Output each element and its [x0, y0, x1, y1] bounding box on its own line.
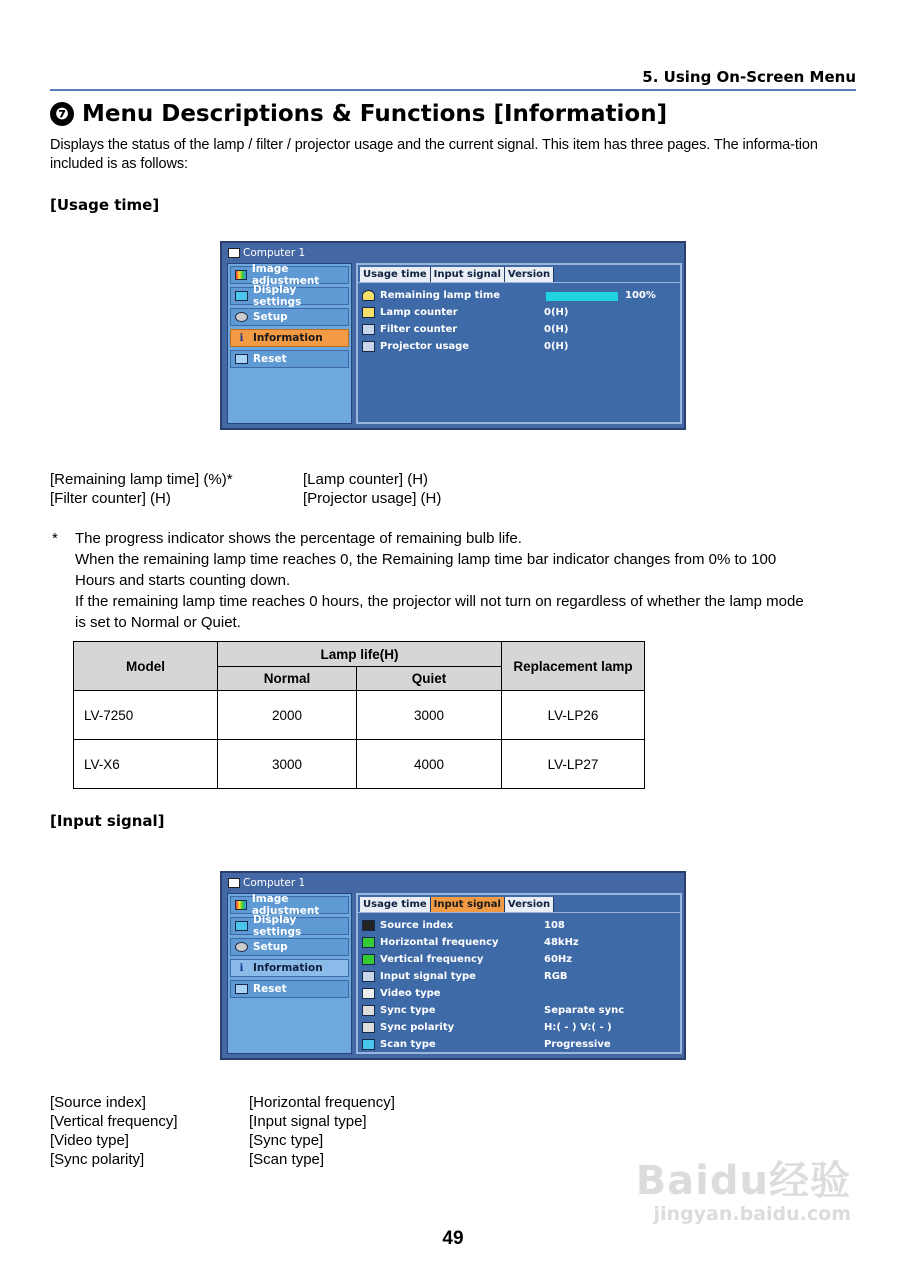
osd-info-panel	[356, 263, 682, 424]
lamp-cell: LV-LP27	[502, 740, 645, 789]
menu-item-image-adjustment[interactable]: Image adjustment	[230, 266, 349, 284]
page-title-text: Menu Descriptions & Functions [Information]	[82, 101, 668, 127]
tab-usage-time[interactable]: Usage time	[360, 267, 431, 282]
row-vertical-frequency: Vertical frequency	[362, 951, 483, 967]
information-icon: i	[239, 962, 244, 974]
osd-menu	[227, 893, 352, 1054]
header-replacement-lamp: Replacement lamp	[502, 642, 645, 691]
lamp-time-bar	[546, 292, 618, 301]
row-horizontal-frequency: Horizontal frequency	[362, 934, 499, 950]
filter-counter-value: 0(H)	[544, 324, 569, 335]
watermark-brand: Baidu经验	[635, 1158, 851, 1204]
row-input-signal-type: Input signal type	[362, 968, 476, 984]
reset-icon	[235, 354, 248, 364]
sync-type-value: Separate sync	[544, 1005, 625, 1016]
info-tabs	[360, 267, 554, 282]
menu-item-setup[interactable]: Setup	[230, 938, 349, 956]
vertical-frequency-icon	[362, 954, 375, 965]
section-number-badge: ❼	[50, 102, 74, 126]
row-source-index: Source index	[362, 917, 453, 933]
input-signal-heading: [Input signal]	[50, 812, 165, 830]
normal-cell: 2000	[218, 691, 357, 740]
tab-version[interactable]: Version	[505, 267, 554, 282]
image-adjustment-icon	[235, 270, 247, 280]
computer-icon	[228, 878, 240, 888]
row-sync-type: Sync type	[362, 1002, 436, 1018]
note-line: The progress indicator shows the percentage of remaining bulb life.	[75, 530, 522, 547]
projector-usage-value: 0(H)	[544, 341, 569, 352]
intro-paragraph: Displays the status of the lamp / filter / projector usage and the current signal. This item has three pages. The informa-tion included is as follows:	[50, 137, 818, 172]
input-item: [Scan type]	[249, 1151, 325, 1168]
display-settings-icon	[235, 291, 248, 301]
image-adjustment-icon	[235, 900, 247, 910]
source-index-value: 108	[544, 920, 565, 931]
horizontal-frequency-value: 48kHz	[544, 937, 579, 948]
menu-item-display-settings[interactable]: Display settings	[230, 287, 349, 305]
menu-item-reset[interactable]: Reset	[230, 350, 349, 368]
note-text	[75, 528, 865, 633]
input-signal-type-icon	[362, 971, 375, 982]
input-item: [Sync polarity]	[50, 1151, 145, 1168]
scan-type-icon	[362, 1039, 375, 1050]
information-icon: i	[239, 332, 244, 344]
table-row	[74, 691, 645, 740]
osd-window-title: Computer 1	[228, 877, 305, 889]
lamp-time-bar-fill	[546, 292, 618, 301]
quiet-cell: 4000	[357, 740, 502, 789]
horizontal-frequency-icon	[362, 937, 375, 948]
watermark-url: jingyan.baidu.com	[653, 1203, 851, 1225]
input-item: [Vertical frequency]	[50, 1113, 178, 1130]
sync-type-icon	[362, 1005, 375, 1016]
normal-cell: 3000	[218, 740, 357, 789]
tab-version[interactable]: Version	[505, 897, 554, 912]
setup-icon	[235, 312, 248, 322]
menu-item-information[interactable]: i Information	[230, 959, 349, 977]
header-model: Model	[74, 642, 218, 691]
row-projector-usage: Projector usage	[362, 338, 469, 354]
menu-item-image-adjustment[interactable]: Image adjustment	[230, 896, 349, 914]
baidu-watermark	[636, 1160, 851, 1226]
lamp-counter-icon	[362, 307, 375, 318]
tab-usage-time[interactable]: Usage time	[360, 897, 431, 912]
tab-input-signal[interactable]: Input signal	[431, 267, 505, 282]
header-normal: Normal	[218, 667, 357, 691]
row-remaining-lamp-time: Remaining lamp time	[362, 287, 500, 303]
tab-divider	[358, 282, 680, 283]
note-line: When the remaining lamp time reaches 0, the Remaining lamp time bar indicator changes from 0% to 100	[75, 551, 777, 568]
usage-item: [Remaining lamp time] (%)*	[50, 471, 233, 488]
row-filter-counter: Filter counter	[362, 321, 457, 337]
row-scan-type: Scan type	[362, 1036, 436, 1052]
usage-time-heading: [Usage time]	[50, 196, 160, 214]
input-signal-type-value: RGB	[544, 971, 568, 982]
quiet-cell: 3000	[357, 691, 502, 740]
note-line: is set to Normal or Quiet.	[75, 614, 241, 631]
menu-item-information[interactable]: i Information	[230, 329, 349, 347]
sync-polarity-value: H:( - ) V:( - )	[544, 1022, 612, 1033]
note-mark: *	[52, 530, 58, 547]
remaining-lamp-time-value: 100%	[625, 290, 656, 301]
table-row	[74, 740, 645, 789]
menu-item-setup[interactable]: Setup	[230, 308, 349, 326]
source-index-icon	[362, 920, 375, 931]
input-item: [Sync type]	[249, 1132, 324, 1149]
filter-icon	[362, 324, 375, 335]
input-item: [Video type]	[50, 1132, 129, 1149]
lamp-counter-value: 0(H)	[544, 307, 569, 318]
scan-type-value: Progressive	[544, 1039, 611, 1050]
lamp-cell: LV-LP26	[502, 691, 645, 740]
lamp-icon	[362, 290, 375, 301]
running-header: 5. Using On-Screen Menu	[642, 68, 856, 86]
input-item: [Source index]	[50, 1094, 146, 1111]
tab-divider	[358, 912, 680, 913]
osd-window-title: Computer 1	[228, 247, 305, 259]
input-item: [Horizontal frequency]	[249, 1094, 395, 1111]
page-title	[50, 101, 667, 127]
info-tabs	[360, 897, 554, 912]
header-quiet: Quiet	[357, 667, 502, 691]
menu-item-display-settings[interactable]: Display settings	[230, 917, 349, 935]
tab-input-signal[interactable]: Input signal	[431, 897, 505, 912]
menu-item-reset[interactable]: Reset	[230, 980, 349, 998]
page-number: 49	[442, 1228, 464, 1249]
computer-icon	[228, 248, 240, 258]
display-settings-icon	[235, 921, 248, 931]
model-cell: LV-7250	[74, 691, 218, 740]
sync-polarity-icon	[362, 1022, 375, 1033]
note-line: Hours and starts counting down.	[75, 572, 291, 589]
setup-icon	[235, 942, 248, 952]
osd-menu	[227, 263, 352, 424]
note-line: If the remaining lamp time reaches 0 hours, the projector will not turn on regardless of whether the lamp mode	[75, 593, 804, 610]
video-type-icon	[362, 988, 375, 999]
row-video-type: Video type	[362, 985, 441, 1001]
lamp-life-table	[73, 641, 645, 789]
projector-icon	[362, 341, 375, 352]
reset-icon	[235, 984, 248, 994]
osd-input-window	[220, 871, 686, 1060]
model-cell: LV-X6	[74, 740, 218, 789]
header-lamp-life: Lamp life(H)	[218, 642, 502, 667]
header-rule	[50, 89, 856, 91]
usage-item: [Filter counter] (H)	[50, 490, 171, 507]
usage-item: [Projector usage] (H)	[303, 490, 442, 507]
row-lamp-counter: Lamp counter	[362, 304, 458, 320]
osd-info-panel	[356, 893, 682, 1054]
vertical-frequency-value: 60Hz	[544, 954, 573, 965]
osd-usage-window	[220, 241, 686, 430]
row-sync-polarity: Sync polarity	[362, 1019, 454, 1035]
usage-item: [Lamp counter] (H)	[303, 471, 429, 488]
input-item: [Input signal type]	[249, 1113, 367, 1130]
